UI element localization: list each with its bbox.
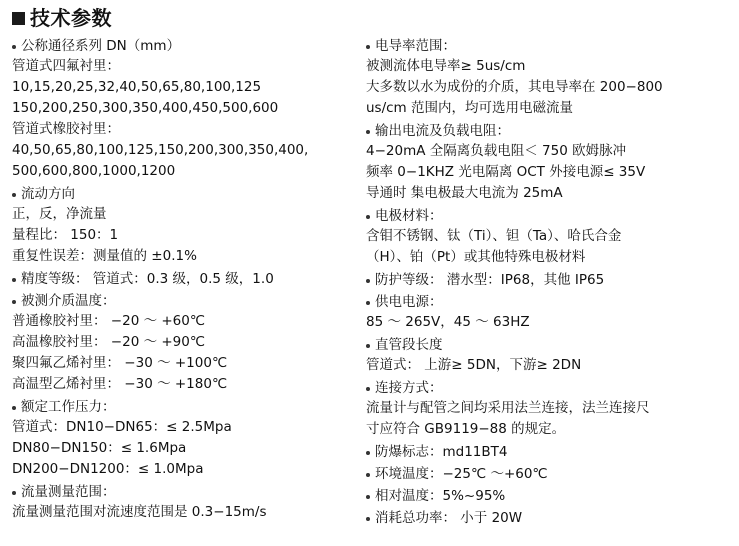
list-item (10, 37, 340, 56)
list-item-label: 供电电源： (375, 294, 443, 310)
bullet-dot-icon (12, 300, 16, 304)
list-item-label: 输出电流及负载电阻： (375, 123, 510, 139)
bullet-dot-icon (366, 344, 370, 348)
detail-line: 管道式：DN10−DN65：≤ 2.5Mpa (12, 419, 232, 435)
list-item (10, 292, 340, 311)
bullet-dot-icon (12, 491, 16, 495)
detail-line: 导通时 集电极最大电流为 25mA (366, 185, 563, 201)
list-item-label: 额定工作压力： (21, 399, 116, 415)
detail-line: DN80−DN150：≤ 1.6Mpa (12, 440, 187, 456)
list-item (364, 336, 714, 355)
detail-line: 150,200,250,300,350,400,450,500,600 (12, 100, 279, 116)
detail-line: DN200−DN1200：≤ 1.0Mpa (12, 461, 204, 477)
list-item-label: 连接方式： (375, 380, 443, 396)
bullet-dot-icon (12, 406, 16, 410)
list-item (364, 122, 714, 141)
detail-line: 含钼不锈钢、钛（Ti）、钽（Ta）、哈氏合金 (366, 228, 622, 244)
detail-line: 高温型乙烯衬里： −30 ～ +180℃ (12, 376, 228, 392)
list-item (364, 487, 714, 506)
bullet-dot-icon (366, 279, 370, 283)
bullet-dot-icon (366, 45, 370, 49)
detail-line: 频率 0−1KHZ 光电隔离 OCT 外接电源≤ 35V (366, 164, 646, 180)
left-column (10, 34, 340, 528)
bullet-dot-icon (12, 193, 16, 197)
list-item (364, 271, 714, 290)
page-title (12, 8, 729, 28)
detail-line: 被测流体电导率≥ 5us/cm (366, 58, 526, 74)
detail-line: us/cm 范围内，均可选用电磁流量 (366, 100, 574, 116)
spec-columns (10, 34, 729, 528)
list-item-label: 相对温度：5%~95% (375, 488, 506, 504)
bullet-dot-icon (366, 387, 370, 391)
list-item-label: 环境温度：−25℃ ～+60℃ (375, 466, 548, 482)
list-item-label: 直管段长度 (375, 337, 443, 353)
detail-line: 大多数以水为成份的介质，其电导率在 200−800 (366, 79, 663, 95)
list-item (10, 483, 340, 502)
detail-line: 普通橡胶衬里： −20 ～ +60℃ (12, 313, 206, 329)
detail-line: 10,15,20,25,32,40,50,65,80,100,125 (12, 79, 262, 95)
list-item-label: 电导率范围： (375, 38, 456, 54)
list-item-label: 精度等级： 管道式：0.3 级，0.5 级，1.0 (21, 271, 274, 287)
list-item (364, 293, 714, 312)
bullet-dot-icon (12, 278, 16, 282)
detail-line: 重复性误差：测量值的 ±0.1% (12, 248, 197, 264)
detail-line: 量程比： 150：1 (12, 227, 119, 243)
detail-line: 管道式： 上游≥ 5DN，下游≥ 2DN (366, 357, 582, 373)
bullet-dot-icon (366, 215, 370, 219)
detail-line: 寸应符合 GB9119−88 的规定。 (366, 421, 566, 437)
bullet-dot-icon (366, 495, 370, 499)
detail-line: （H）、铂（Pt）或其他特殊电极材料 (366, 249, 586, 265)
list-item-label: 流量测量范围： (21, 484, 116, 500)
detail-line: 流量计与配管之间均采用法兰连接，法兰连接尺 (366, 400, 650, 416)
list-item-label: 电极材料： (375, 208, 443, 224)
list-item (364, 207, 714, 226)
detail-line: 流量测量范围对流速度范围是 0.3−15m/s (12, 504, 267, 520)
list-item (10, 270, 340, 289)
list-item-label: 被测介质温度： (21, 293, 116, 309)
detail-line: 管道式橡胶衬里： (12, 121, 120, 137)
detail-line: 正，反，净流量 (12, 206, 107, 222)
bullet-dot-icon (366, 517, 370, 521)
bullet-dot-icon (366, 301, 370, 305)
list-item-label: 防爆标志：md11BT4 (375, 444, 508, 460)
detail-line: 高温橡胶衬里： −20 ～ +90℃ (12, 334, 206, 350)
list-item-label: 防护等级： 潜水型：IP68，其他 IP65 (375, 272, 605, 288)
list-item (364, 37, 714, 56)
detail-line: 85 ～ 265V，45 ～ 63HZ (366, 314, 530, 330)
list-item (10, 398, 340, 417)
list-item (10, 185, 340, 204)
right-column (364, 34, 714, 528)
detail-line: 聚四氟乙烯衬里： −30 ～ +100℃ (12, 355, 228, 371)
list-item (364, 379, 714, 398)
list-item (364, 509, 714, 528)
bullet-dot-icon (12, 45, 16, 49)
detail-line: 40,50,65,80,100,125,150,200,300,350,400, (12, 142, 309, 158)
bullet-dot-icon (366, 473, 370, 477)
list-item (364, 465, 714, 484)
detail-line: 4−20mA 全隔离负载电阻＜ 750 欧姆脉冲 (366, 143, 627, 159)
bullet-dot-icon (366, 130, 370, 134)
detail-line: 500,600,800,1000,1200 (12, 163, 176, 179)
bullet-dot-icon (366, 451, 370, 455)
list-item-label: 流动方向 (21, 186, 75, 202)
list-item-label: 消耗总功率： 小于 20W (375, 510, 523, 526)
title-square-icon (12, 12, 25, 25)
page-title-text: 技术参数 (30, 6, 112, 30)
list-item (364, 443, 714, 462)
detail-line: 管道式四氟衬里： (12, 58, 120, 74)
list-item-label: 公称通径系列 DN（mm） (21, 38, 181, 54)
